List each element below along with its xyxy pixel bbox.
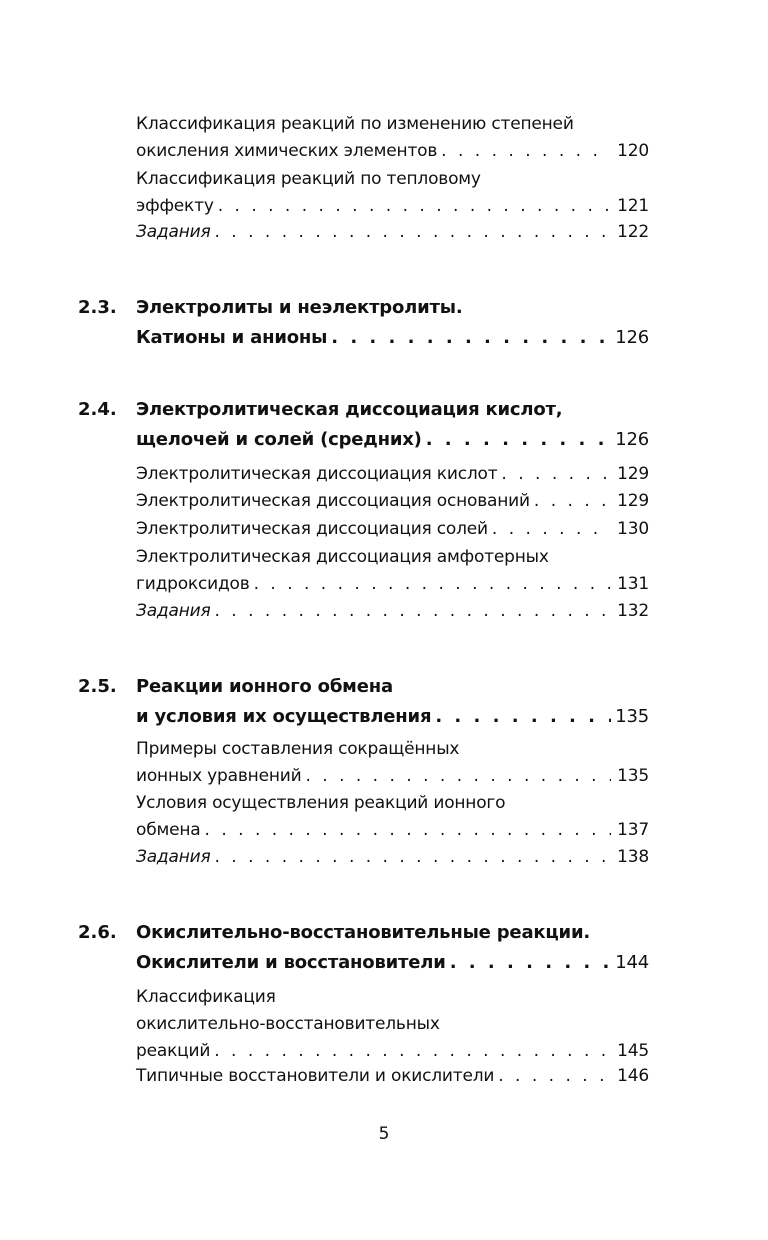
toc-entry[interactable] <box>136 488 649 515</box>
toc-entry-text: Окислительно-восстановительные реакции. <box>136 922 591 943</box>
toc-page-number: 120 <box>617 141 649 161</box>
toc-entry[interactable] <box>136 736 649 790</box>
leader-dots <box>534 488 611 515</box>
toc-entry[interactable] <box>136 111 649 165</box>
leader-dots <box>214 219 611 246</box>
toc-page-number: 131 <box>617 574 649 594</box>
toc-entry-text: Электролиты и неэлектролиты. <box>136 297 463 318</box>
toc-entry-text: щелочей и солей (средних) <box>136 429 422 450</box>
toc-page-number: 121 <box>617 196 649 216</box>
toc-entry-text: гидроксидов <box>136 574 250 594</box>
toc-entry-text: Классификация <box>136 987 276 1007</box>
leader-dots <box>450 948 611 978</box>
page-number: 5 <box>378 1124 390 1144</box>
toc-entry[interactable] <box>136 461 649 488</box>
toc-entry-text: Задания <box>136 222 211 242</box>
toc-page-number: 132 <box>617 601 649 621</box>
section-number: 2.3. <box>78 297 117 318</box>
toc-entry-text: Классификация реакций по тепловому <box>136 169 481 189</box>
toc-entry-text: и условия их осуществления <box>136 706 432 727</box>
toc-entry-text: обмена <box>136 820 201 840</box>
toc-entry-text: Электролитическая диссоциация оснований <box>136 491 530 511</box>
toc-entry-text: эффекту <box>136 196 214 216</box>
toc-page-number: 126 <box>615 429 649 450</box>
toc-section-entry[interactable] <box>136 395 649 455</box>
toc-page-number: 146 <box>617 1066 649 1086</box>
toc-entry-text: Условия осуществления реакций ионного <box>136 793 506 813</box>
toc-entry-tasks[interactable] <box>136 598 649 625</box>
toc-entry-tasks[interactable] <box>136 219 649 246</box>
toc-page-number: 135 <box>617 766 649 786</box>
toc-page-number: 144 <box>615 952 649 973</box>
toc-entry[interactable] <box>136 984 649 1065</box>
toc-entry-tasks[interactable] <box>136 844 649 871</box>
section-number: 2.5. <box>78 676 117 697</box>
leader-dots <box>214 598 611 625</box>
toc-entry-text: Задания <box>136 847 211 867</box>
toc-entry-text: Примеры составления сокращённых <box>136 739 460 759</box>
leader-dots <box>305 763 611 790</box>
toc-section-entry[interactable] <box>136 293 649 353</box>
toc-page-number: 137 <box>617 820 649 840</box>
toc-entry-text: Классификация реакций по изменению степеней <box>136 114 574 134</box>
toc-entry[interactable] <box>136 1063 649 1090</box>
toc-entry-text: Электролитическая диссоциация кислот, <box>136 399 563 420</box>
toc-entry-text: Электролитическая диссоциация кислот <box>136 464 498 484</box>
leader-dots <box>435 702 611 732</box>
leader-dots <box>331 323 611 353</box>
toc-entry-text: Электролитическая диссоциация солей <box>136 519 488 539</box>
toc-entry[interactable] <box>136 544 649 598</box>
toc-page-number: 135 <box>615 706 649 727</box>
toc-entry-text: Реакции ионного обмена <box>136 676 393 697</box>
leader-dots <box>214 1038 611 1065</box>
toc-entry-text: окислительно-восстановительных <box>136 1014 440 1034</box>
leader-dots <box>254 571 611 598</box>
toc-section-entry[interactable] <box>136 672 649 732</box>
leader-dots <box>501 461 611 488</box>
leader-dots <box>426 425 611 455</box>
toc-entry-text: ионных уравнений <box>136 766 302 786</box>
toc-entry[interactable] <box>136 790 649 844</box>
toc-entry-text: Катионы и анионы <box>136 327 328 348</box>
section-number: 2.4. <box>78 399 117 420</box>
toc-entry[interactable] <box>136 516 649 543</box>
toc-entry-text: реакций <box>136 1041 211 1061</box>
toc-entry-text: Задания <box>136 601 211 621</box>
toc-page-number: 145 <box>617 1041 649 1061</box>
leader-dots <box>441 138 611 165</box>
toc-page-number: 126 <box>615 327 649 348</box>
toc-entry[interactable] <box>136 166 649 220</box>
toc-section-entry[interactable] <box>136 918 649 978</box>
leader-dots <box>214 844 611 871</box>
section-number: 2.6. <box>78 922 117 943</box>
toc-entry-text: Типичные восстановители и окислители <box>136 1066 495 1086</box>
leader-dots <box>218 193 611 220</box>
leader-dots <box>492 516 611 543</box>
toc-entry-text: окисления химических элементов <box>136 141 438 161</box>
toc-entry-text: Окислители и восстановители <box>136 952 446 973</box>
toc-page-number: 122 <box>617 222 649 242</box>
toc-page-number: 129 <box>617 464 649 484</box>
toc-entry-text: Электролитическая диссоциация амфотерных <box>136 547 549 567</box>
toc-page-number: 138 <box>617 847 649 867</box>
leader-dots <box>205 817 611 844</box>
toc-page-number: 129 <box>617 491 649 511</box>
leader-dots <box>498 1063 611 1090</box>
toc-page-number: 130 <box>617 519 649 539</box>
